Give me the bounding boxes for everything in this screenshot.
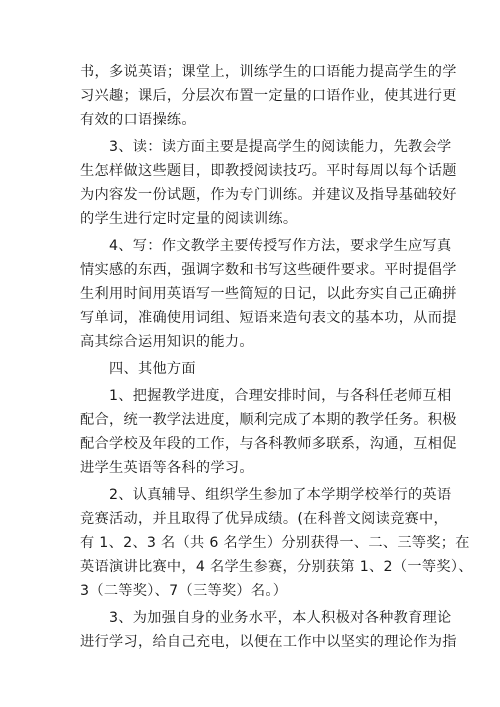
text-line: 4、写：作文教学主要传授写作方法，要求学生应写真 [80,238,452,254]
text-line: 进学生英语等各科的学习。 [80,460,254,476]
text-line: 生利用时间用英语写一些简短的日记，以此夯实自己正确拼 [80,286,457,302]
text-line: 的学生进行定时定量的阅读训练。 [80,211,298,227]
text-line: 1、把握教学进度，合理安排时间，与各科任老师互相 [80,388,452,404]
text-line: 配合学校及年段的工作，与各科教师多联系，沟通，互相促 [80,436,457,452]
text-line: 高其综合运用知识的能力。 [80,334,254,350]
text-line: 配合，统一教学法进度，顺利完成了本期的教学任务。积极 [80,412,457,428]
text-line: 生怎样做这些题目，即教授阅读技巧。平时每周以每个话题 [80,163,457,179]
text-line: 竞赛活动，并且取得了优异成绩。(在科普文阅读竞赛中， [80,511,449,527]
text-line: 2、认真辅导、组织学生参加了本学期学校举行的英语 [80,487,452,503]
text-line: 英语演讲比赛中，4 名学生参赛，分别获第 1、2（一等奖）、 [80,559,473,575]
text-line: 书，多说英语；课堂上，训练学生的口语能力提高学生的学 [80,64,457,80]
section-heading: 四、其他方面 [80,361,196,377]
text-line: 习兴趣；课后，分层次布置一定量的口语作业，使其进行更 [80,88,457,104]
text-line: 3、读：读方面主要是提高学生的阅读能力，先教会学 [80,139,452,155]
text-line: 为内容发一份试题，作为专门训练。并建议及指导基础较好 [80,187,457,203]
body-text [80,60,473,654]
text-line: 写单词，准确使用词组、短语来造句表文的基本功，从而提 [80,310,457,326]
text-line: 有效的口语操练。 [80,112,196,128]
text-line: 情实感的东西，强调字数和书写这些硬件要求。平时提倡学 [80,262,457,278]
text-line: 进行学习，给自己充电，以便在工作中以坚实的理论作为指 [80,634,457,650]
text-line: 3、为加强自身的业务水平，本人积极对各种教育理论 [80,610,452,626]
text-line: 3（二等奖）、7（三等奖）名。） [80,583,288,599]
text-line: 有 1、2、3 名（共 6 名学生）分别获得一、二、三等奖；在 [80,535,470,551]
